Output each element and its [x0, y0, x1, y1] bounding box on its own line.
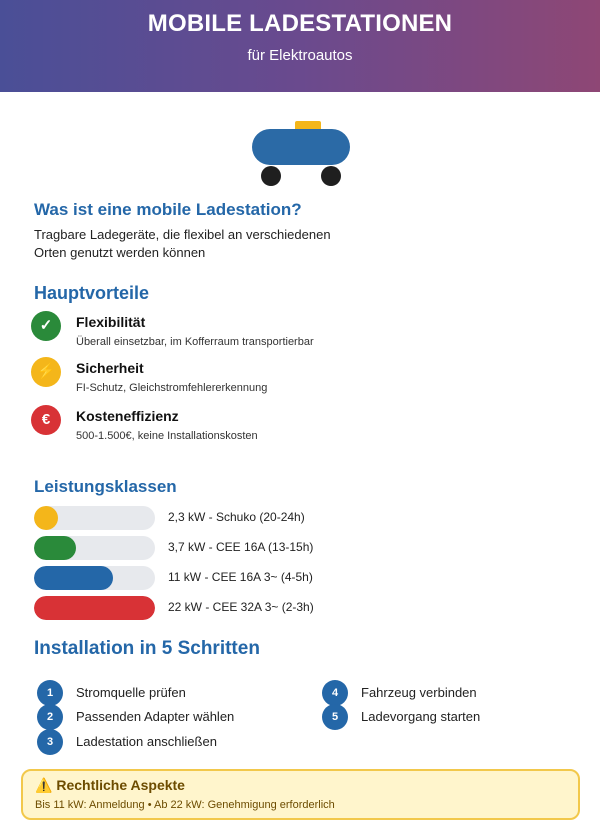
step-label: Passenden Adapter wählen — [76, 709, 235, 724]
power-label: 3,7 kW - CEE 16A (13-15h) — [168, 540, 314, 554]
power-bar-track — [34, 536, 155, 560]
advantage-title: Sicherheit — [76, 360, 144, 376]
power-bar-fill — [34, 506, 58, 530]
step-label: Stromquelle prüfen — [76, 685, 186, 700]
power-heading: Leistungsklassen — [34, 477, 177, 496]
power-row — [34, 596, 534, 620]
advantage-desc: Überall einsetzbar, im Kofferraum transportierbar — [76, 336, 314, 348]
warning-icon: ⚠️ — [35, 777, 53, 793]
legal-text: Bis 11 kW: Anmeldung • Ab 22 kW: Genehmigung erforderlich — [35, 799, 335, 811]
power-row — [34, 536, 534, 560]
what-line-1: Tragbare Ladegeräte, die flexibel an verschiedenen — [34, 227, 331, 242]
advantage-item — [31, 311, 391, 351]
what-line-2: Orten genutzt werden können — [34, 245, 206, 260]
advantage-item — [31, 405, 391, 445]
power-bar-fill — [34, 566, 113, 590]
power-row — [34, 566, 534, 590]
power-bar-track — [34, 596, 155, 620]
power-label: 2,3 kW - Schuko (20-24h) — [168, 510, 305, 524]
header — [0, 0, 600, 92]
mobile-charger-icon — [251, 120, 351, 188]
step-number: 4 — [322, 680, 348, 706]
power-label: 11 kW - CEE 16A 3~ (4-5h) — [168, 570, 313, 584]
step-label: Ladevorgang starten — [361, 709, 481, 724]
euro-icon: € — [31, 405, 61, 435]
power-row — [34, 506, 534, 530]
advantage-desc: 500-1.500€, keine Installationskosten — [76, 430, 258, 442]
power-bar-track — [34, 566, 155, 590]
what-heading: Was ist eine mobile Ladestation? — [34, 200, 302, 219]
advantages-heading: Hauptvorteile — [34, 283, 150, 303]
page-subtitle: für Elektroautos — [247, 47, 353, 64]
step-number: 2 — [37, 704, 63, 730]
lightning-icon: ⚡ — [31, 357, 61, 387]
advantage-title: Flexibilität — [76, 314, 146, 330]
power-bar-fill — [34, 596, 155, 620]
step-label: Ladestation anschließen — [76, 734, 217, 749]
legal-title: ⚠️ Rechtliche Aspekte — [35, 777, 185, 793]
advantage-item — [31, 357, 391, 397]
power-bar-fill — [34, 536, 76, 560]
power-label: 22 kW - CEE 32A 3~ (2-3h) — [168, 600, 314, 614]
step-number: 5 — [322, 704, 348, 730]
install-heading: Installation in 5 Schritten — [34, 638, 260, 659]
legal-notice — [21, 769, 580, 820]
advantage-desc: FI-Schutz, Gleichstromfehlererkennung — [76, 382, 268, 394]
page-title: MOBILE LADESTATIONEN — [147, 10, 453, 37]
step-label: Fahrzeug verbinden — [361, 685, 477, 700]
step-number: 3 — [37, 729, 63, 755]
advantage-title: Kosteneffizienz — [76, 408, 179, 424]
check-icon: ✓ — [31, 311, 61, 341]
step-number: 1 — [37, 680, 63, 706]
power-bar-track — [34, 506, 155, 530]
